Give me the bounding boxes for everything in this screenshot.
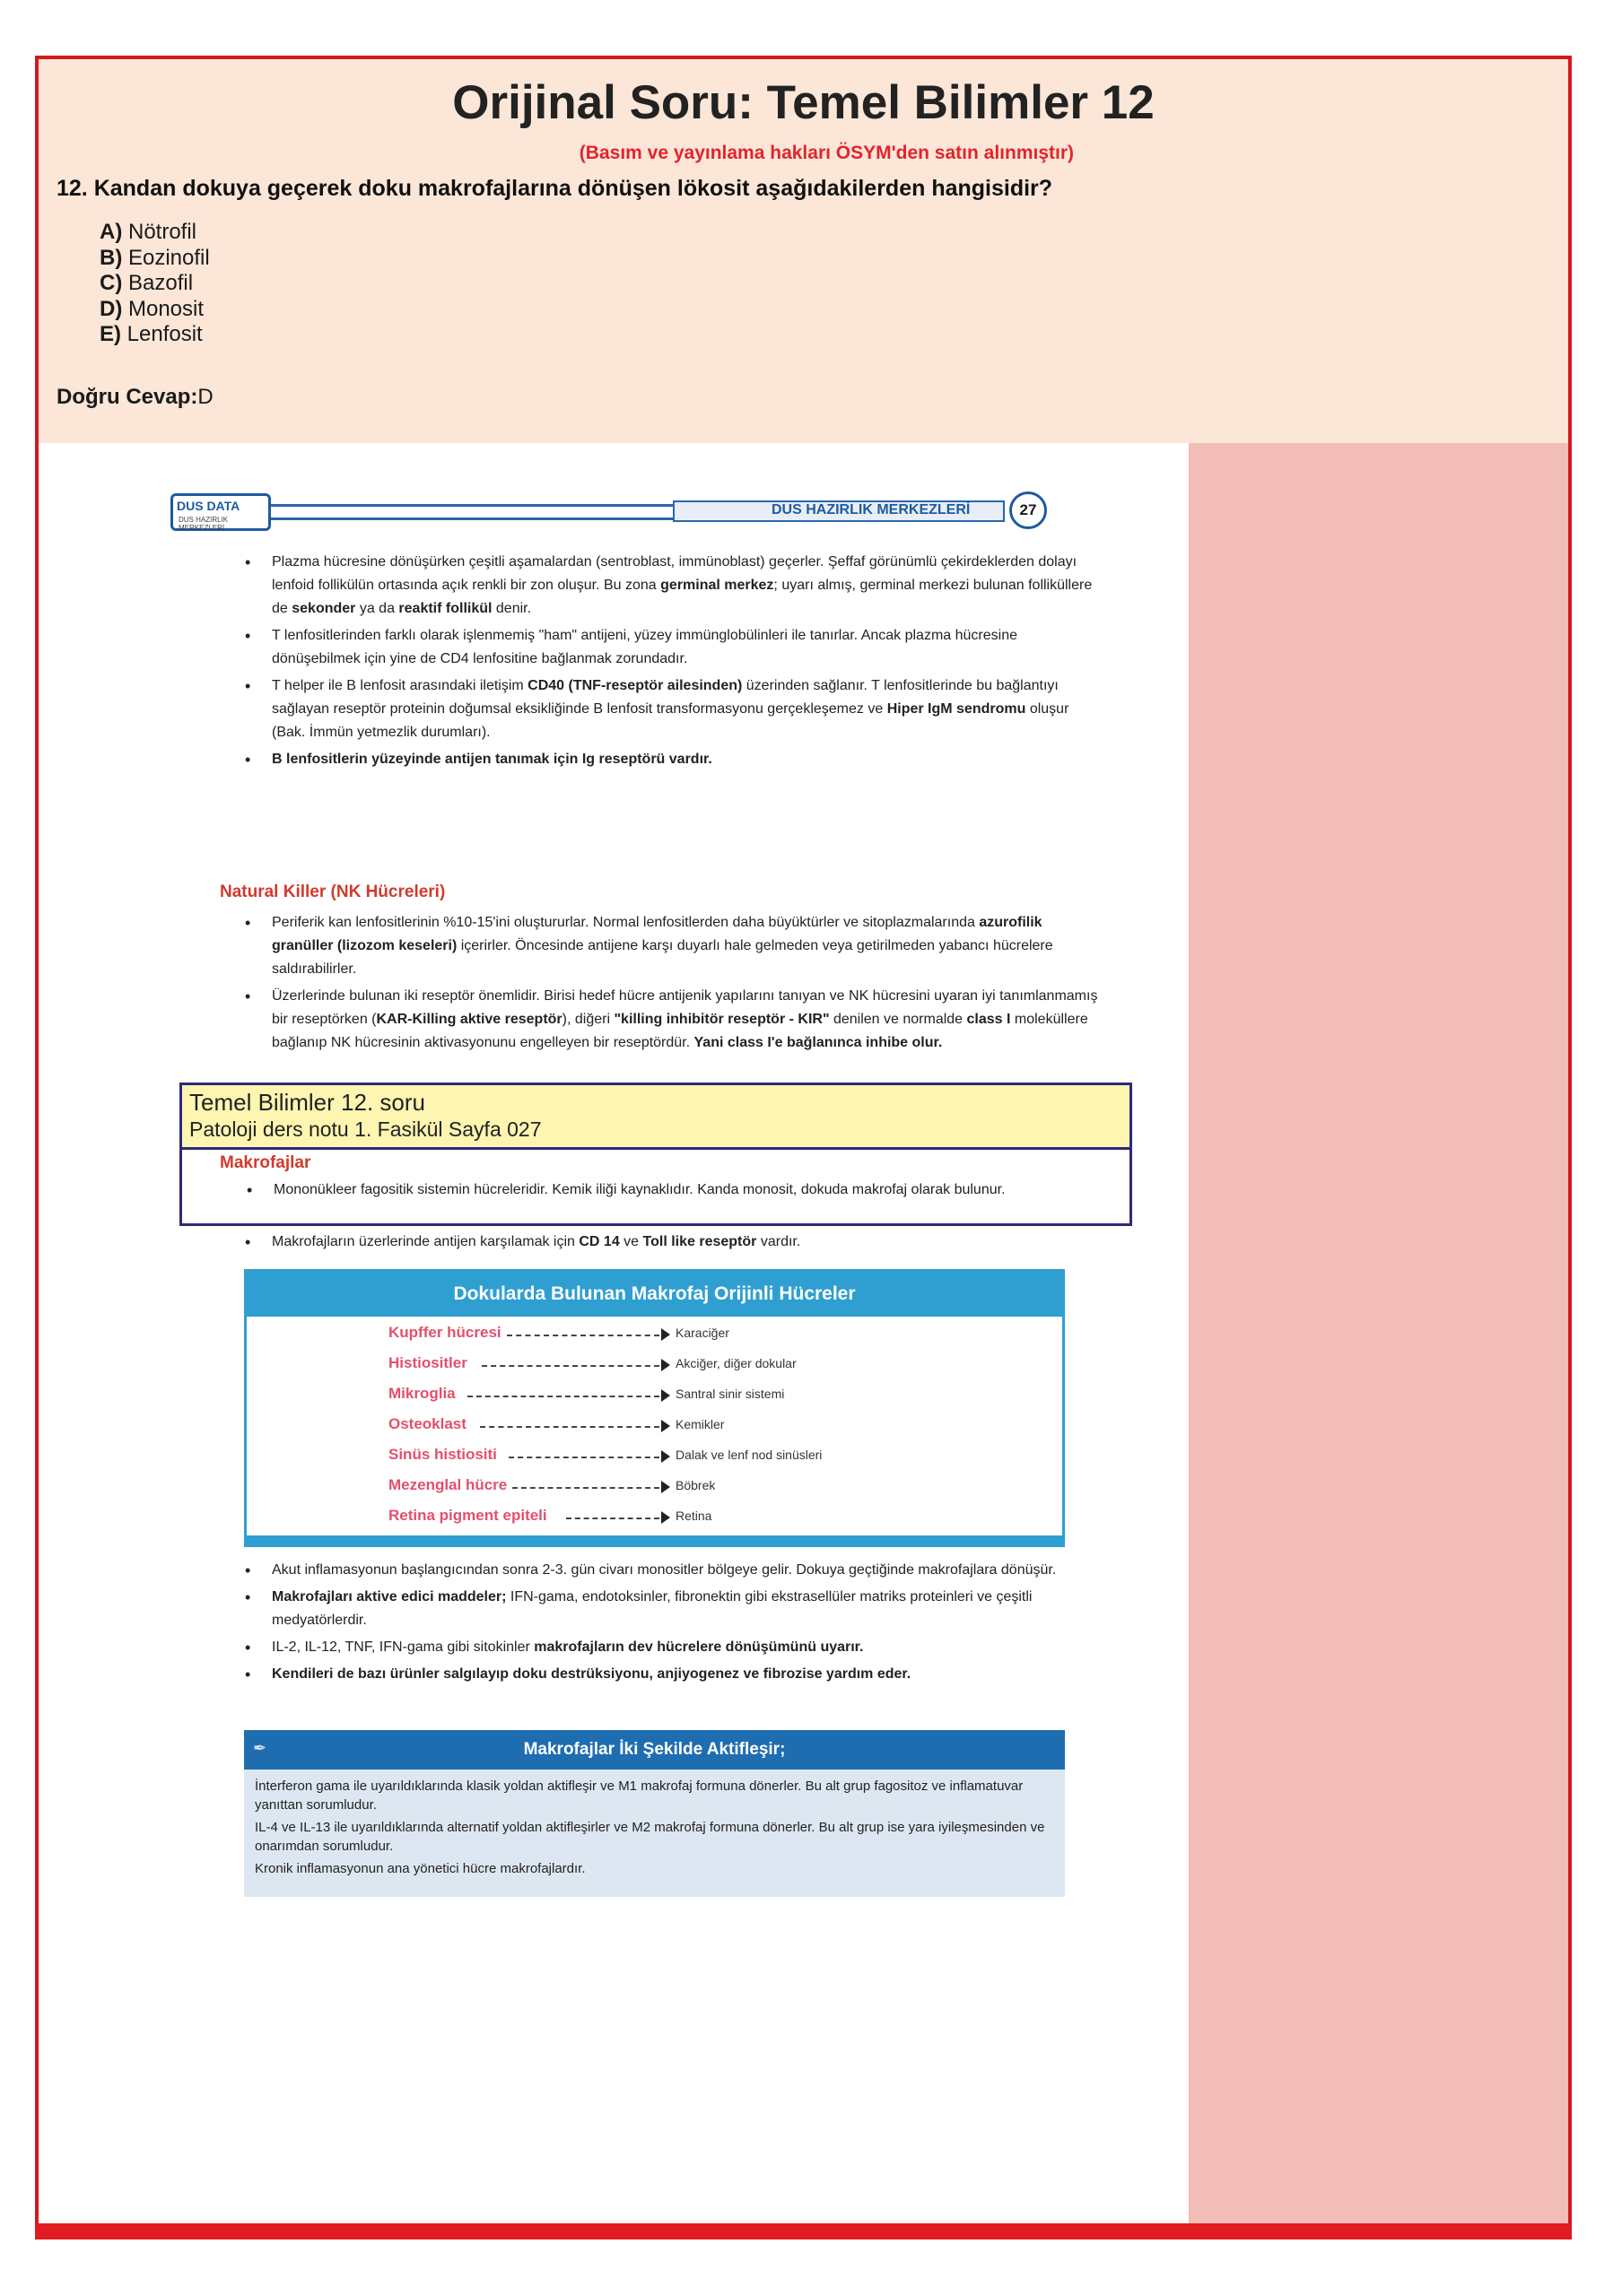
table-row <box>247 1476 1062 1507</box>
option-text: Lenfosit <box>121 322 203 346</box>
b-lymphocyte-bullets <box>245 551 1102 775</box>
table-row <box>247 1324 1062 1354</box>
bullet-text: Periferik kan lenfositlerinin %10-15'ini oluştururlar. Normal lenfositlerden daha büyüktürler ve sitoplazmalarında azurofilik granüller (lizozom keseleri) içerirler. Öncesinde antijene karşı duyarlı hale gelmeden veya getirilmeden yabancı hücrelere saldırabilirler. <box>272 915 1053 977</box>
header-label: DUS HAZIRLIK MERKEZLERİ <box>772 502 971 517</box>
bullet-text: IL-2, IL-12, TNF, IFN-gama gibi sitokinler makrofajların dev hücrelere dönüşümünü uyarır. <box>272 1639 864 1655</box>
cell-dest: Santral sinir sistemi <box>676 1387 785 1401</box>
bullet-item <box>245 985 1102 1055</box>
option-letter: C) <box>100 271 123 295</box>
macrophage-origin-table <box>244 1269 1065 1547</box>
arrow-head <box>661 1511 670 1524</box>
table-row <box>247 1446 1062 1476</box>
pink-side-strip <box>1189 443 1572 2231</box>
question-header <box>39 59 1568 443</box>
option-text: Nötrofil <box>122 220 197 244</box>
source-subtitle: Patoloji ders notu 1. Fasikül Sayfa 027 <box>189 1118 542 1141</box>
question-stem: 12. Kandan dokuya geçerek doku makrofajlarına dönüşen lökosit aşağıdakilerden hangisidir? <box>57 176 1053 201</box>
activation-line: IL-4 ve IL-13 ile uyarıldıklarında alternatif yoldan aktifleşirler ve M2 makrofaj formuna dönerler. Bu alt grup ise yara iyileşmesinden ve onarımdan sorumludur. <box>255 1820 1045 1854</box>
cell-name: Osteoklast <box>388 1415 467 1432</box>
arrow-line <box>467 1396 659 1397</box>
bottom-red-bar <box>35 2223 1572 2239</box>
arrow-head <box>661 1420 670 1432</box>
bullet-item <box>245 674 1102 744</box>
arrow-head <box>661 1389 670 1402</box>
cell-name: Sinüs histiositi <box>388 1446 497 1463</box>
arrow-line <box>482 1365 659 1367</box>
bullet-text: B lenfositlerin yüzeyinde antijen tanımak için Ig reseptörü vardır. <box>272 752 712 767</box>
bullet-text: T helper ile B lenfosit arasındaki iletişim CD40 (TNF-reseptör ailesinden) üzerinden sağlanır. T lenfositlerinde bu bağlantıyı sağlayan reseptör proteinin doğumsal eksikliğinde B lenfosit transformasyonu gerçekleşemez ve Hiper IgM sendromu oluşur (Bak. İmmün yetmezlik durumları). <box>272 678 1069 740</box>
cell-dest: Karaciğer <box>676 1326 729 1340</box>
bullet-text: Plazma hücresine dönüşürken çeşitli aşamalardan (sentroblast, immünoblast) geçerler. Şeffaf görünümlü çekirdeklerden dolayı lenfoid follikülün ortasında açık renkli bir zon oluşur. Bu zona germinal merkez; uyarı almış, germinal merkezi bulunan folliküllere de sekonder ya da reaktif follikül denir. <box>272 554 1093 616</box>
source-title: Temel Bilimler 12. soru <box>189 1089 425 1116</box>
cell-dest: Akciğer, diğer dokular <box>676 1356 797 1370</box>
bullet-item: • Akut inflamasyonun başlangıcından sonra 2-3. gün civarı monositler bölgeye gelir. Dokuya geçtiğinde makrofajlara dönüşür. <box>245 1559 1102 1582</box>
arrow-line <box>509 1457 659 1458</box>
bullet-item <box>245 911 1102 981</box>
macrophage-receptor-bullet <box>245 1231 1102 1257</box>
book-header <box>170 490 1066 539</box>
page-number: 27 <box>1009 491 1047 529</box>
arrow-line <box>566 1518 659 1519</box>
bullet-item <box>245 551 1102 621</box>
activation-line: Kronik inflamasyonun ana yönetici hücre makrofajlardır. <box>255 1861 586 1876</box>
arrow-line <box>512 1487 659 1489</box>
arrow-head <box>661 1359 670 1371</box>
table-row <box>247 1385 1062 1415</box>
bullet-item: • T lenfositlerinden farklı olarak işlenmemiş "ham" antijeni, yüzey immünglobülinleri ile tanırlar. Ancak plazma hücresine dönüşebilmek için yine de CD4 lenfositine bağlanmak zorundadır. <box>245 624 1102 671</box>
arrow-line <box>507 1335 659 1336</box>
answer-options <box>100 220 210 348</box>
bullet-item <box>245 1231 1102 1254</box>
arrow-head <box>661 1450 670 1463</box>
arrow-head <box>661 1328 670 1341</box>
option-d <box>100 297 210 323</box>
answer-label: Doğru Cevap: <box>57 385 198 409</box>
cell-name: Mezenglal hücre <box>388 1476 508 1493</box>
source-label <box>182 1085 1129 1150</box>
answer-value: D <box>197 385 214 409</box>
table-row <box>247 1507 1062 1537</box>
activation-line: İnterferon gama ile uyarıldıklarında klasik yoldan aktifleşir ve M1 makrofaj formuna dönerler. Bu alt grup fagositoz ve inflamatuvar yanıttan sorumludur. <box>255 1779 1024 1813</box>
highlighted-bullets <box>247 1178 1103 1205</box>
table-title: Dokularda Bulunan Makrofaj Orijinli Hücreler <box>247 1272 1062 1317</box>
option-b <box>100 246 210 272</box>
scanned-page <box>39 443 1189 2231</box>
bullet-item <box>245 1586 1102 1632</box>
table-footer-bar <box>247 1535 1062 1544</box>
bullet-text: Makrofajların üzerlerinde antijen karşılamak için CD 14 ve Toll like reseptör vardır. <box>272 1234 801 1249</box>
table-row <box>247 1354 1062 1385</box>
bullet-item <box>245 748 1102 771</box>
option-text: Eozinofil <box>122 245 210 270</box>
option-letter: A) <box>100 220 123 244</box>
bullet-item <box>245 1663 1102 1686</box>
section-heading-nk: Natural Killer (NK Hücreleri) <box>220 883 446 901</box>
source-highlight-box <box>179 1083 1132 1226</box>
option-letter: B) <box>100 245 123 270</box>
cell-name: Histiositler <box>388 1354 467 1371</box>
bullet-text: Makrofajları aktive edici maddeler; IFN-gama, endotoksinler, fibronektin gibi ekstrasellüler matriks proteinleri ve çeşitli medyatörlerdir. <box>272 1589 1033 1628</box>
logo-text: DUS DATA <box>177 499 240 513</box>
logo-subtext: DUS HAZIRLIK MERKEZLERİ <box>179 516 229 532</box>
cell-dest: Kemikler <box>676 1417 725 1431</box>
option-a <box>100 220 210 246</box>
cell-dest: Dalak ve lenf nod sinüsleri <box>676 1448 823 1462</box>
bullet-item <box>245 1636 1102 1659</box>
cell-dest: Böbrek <box>676 1478 716 1492</box>
page-frame <box>35 56 1572 2231</box>
bullet-text: Üzerlerinde bulunan iki reseptör önemlidir. Birisi hedef hücre antijenik yapılarını tanıyan ve NK hücresini uyaran iyi tanımlanmamış bir reseptörken (KAR-Killing aktive reseptör), diğeri "killing inhibitör reseptör - KIR" denilen ve normalde class I moleküllere bağlanıp NK hücresinin aktivasyonunu engelleyen bir reseptördür. Yani class I'e bağlanınca inhibe olur. <box>272 988 1098 1050</box>
cell-name: Mikroglia <box>388 1385 456 1402</box>
copyright-note: (Basım ve yayınlama hakları ÖSYM'den satın alınmıştır) <box>579 143 1074 163</box>
option-text: Monosit <box>122 296 205 321</box>
bullet-text: Kendileri de bazı ürünler salgılayıp doku destrüksiyonu, anjiyogenez ve fibrozise yardım eder. <box>272 1666 911 1682</box>
option-text: Bazofil <box>122 271 194 295</box>
cell-name: Kupffer hücresi <box>388 1324 501 1341</box>
inflammation-bullets <box>245 1559 1102 1690</box>
pen-icon: ✒ <box>253 1739 267 1757</box>
dusdata-logo <box>170 493 271 531</box>
option-e <box>100 322 210 348</box>
activation-text <box>255 1777 1049 1882</box>
bullet-item: • Mononükleer fagositik sistemin hücreleridir. Kemik iliği kaynaklıdır. Kanda monosit, dokuda makrofaj olarak bulunur. <box>247 1178 1103 1202</box>
option-letter: D) <box>100 296 123 321</box>
arrow-line <box>480 1426 659 1428</box>
option-c <box>100 271 210 297</box>
arrow-head <box>661 1481 670 1493</box>
question-title: Orijinal Soru: Temel Bilimler 12 <box>452 76 1155 129</box>
section-heading-makrofajlar: Makrofajlar <box>220 1153 311 1172</box>
cell-dest: Retina <box>676 1509 712 1523</box>
table-row <box>247 1415 1062 1446</box>
correct-answer <box>57 385 214 410</box>
option-letter: E) <box>100 322 121 346</box>
nk-bullets <box>245 911 1102 1058</box>
activation-title: Makrofajlar İki Şekilde Aktifleşir; <box>244 1730 1065 1770</box>
activation-box <box>244 1730 1065 1897</box>
cell-name: Retina pigment epiteli <box>388 1507 547 1524</box>
